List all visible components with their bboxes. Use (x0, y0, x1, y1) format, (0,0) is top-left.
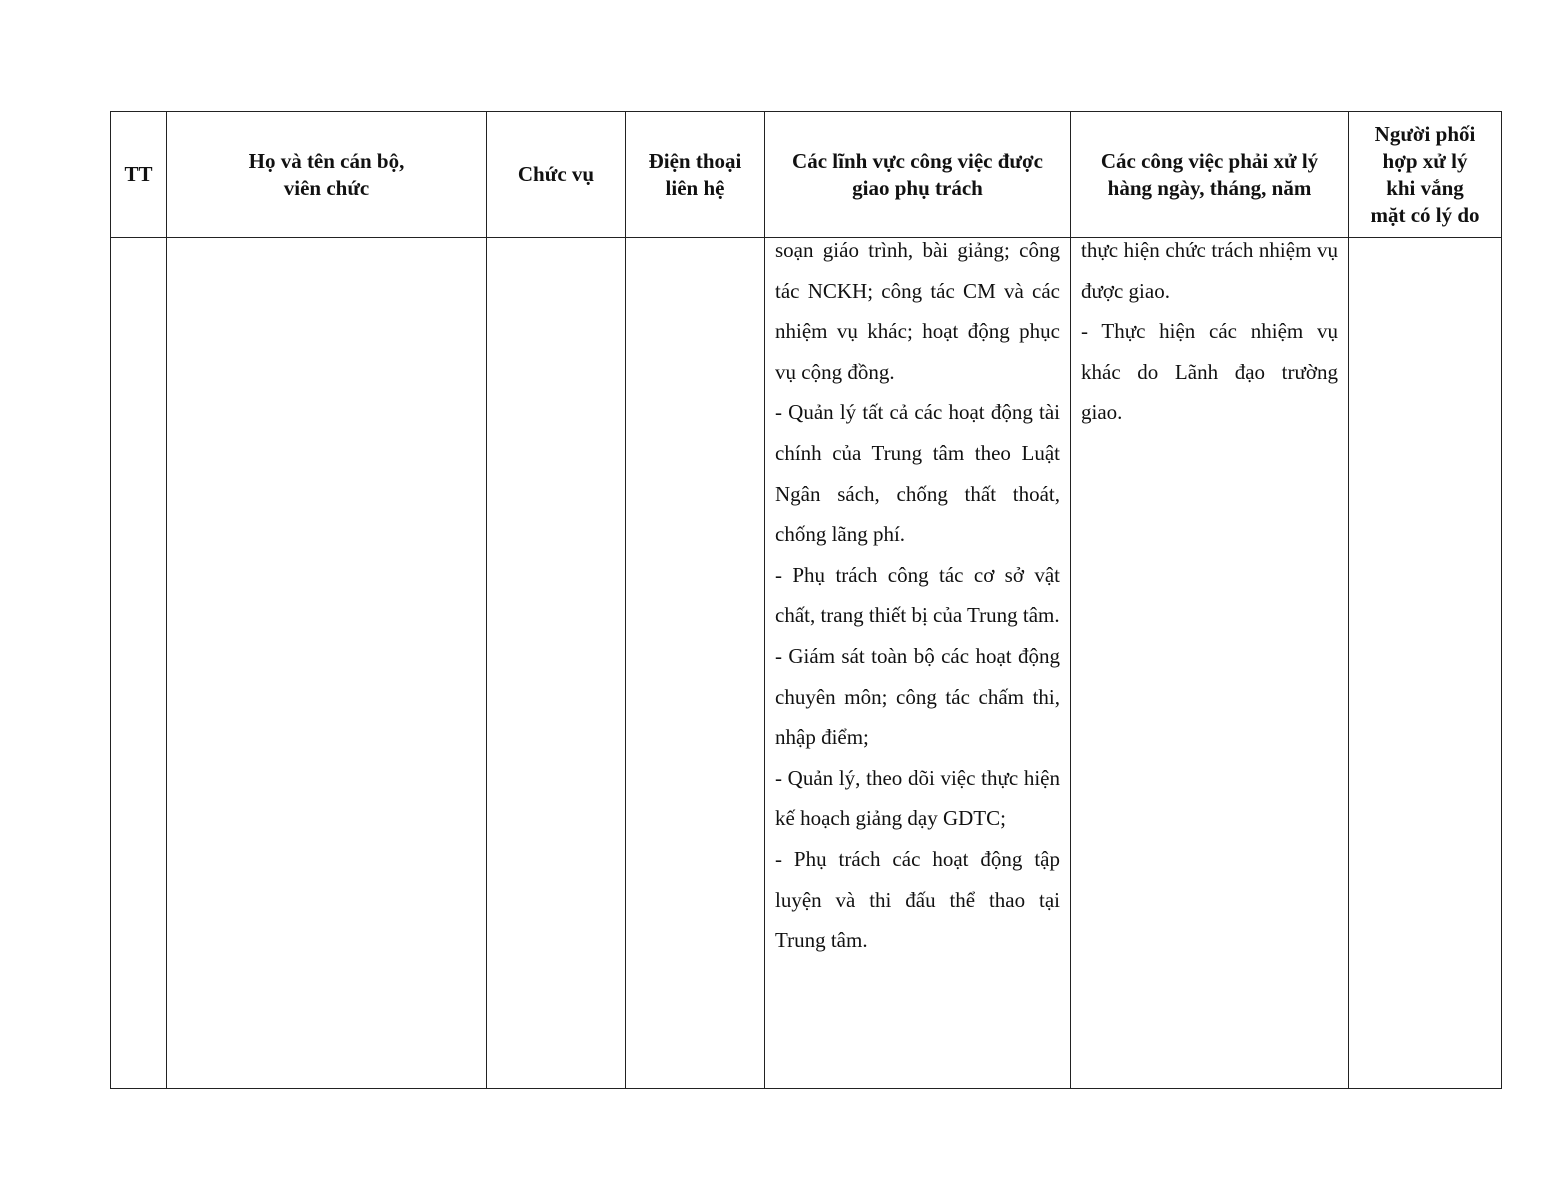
cell-position (487, 238, 626, 1089)
cell-phone (626, 238, 765, 1089)
tasks-paragraph: - Thực hiện các nhiệm vụ khác do Lãnh đạo trường giao. (1081, 319, 1338, 425)
cell-fields (765, 238, 1071, 1089)
header-tt: TT (111, 112, 167, 238)
fields-paragraph: - Phụ trách công tác cơ sở vật chất, trang thiết bị của Trung tâm. (775, 562, 1060, 628)
header-coordinator: Người phối hợp xử lý khi vắng mặt có lý do (1349, 112, 1502, 238)
cell-name (167, 238, 487, 1089)
fields-paragraph: soạn giáo trình, bài giảng; công tác NCKH; công tác CM và các nhiệm vụ khác; hoạt động phục vụ cộng đồng. (775, 238, 1060, 384)
fields-paragraph: - Quản lý, theo dõi việc thực hiện kế hoạch giảng dạy GDTC; (775, 765, 1060, 831)
fields-paragraph: - Quản lý tất cả các hoạt động tài chính của Trung tâm theo Luật Ngân sách, chống thất thoát, chống lãng phí. (775, 400, 1060, 547)
table-row (111, 238, 1502, 1089)
header-phone: Điện thoại liên hệ (626, 112, 765, 238)
header-name: Họ và tên cán bộ, viên chức (167, 112, 487, 238)
header-row (111, 112, 1502, 238)
cell-tt (111, 238, 167, 1089)
tasks-paragraph: thực hiện chức trách nhiệm vụ được giao. (1081, 238, 1338, 303)
cell-coordinator (1349, 238, 1502, 1089)
header-position: Chức vụ (487, 112, 626, 238)
cell-tasks (1071, 238, 1349, 1089)
fields-paragraph: - Giám sát toàn bộ các hoạt động chuyên môn; công tác chấm thi, nhập điểm; (775, 643, 1060, 750)
duty-assignment-table (110, 111, 1502, 1089)
header-fields: Các lĩnh vực công việc được giao phụ trách (765, 112, 1071, 238)
header-tasks: Các công việc phải xử lý hàng ngày, tháng, năm (1071, 112, 1349, 238)
fields-paragraph: - Phụ trách các hoạt động tập luyện và thi đấu thể thao tại Trung tâm. (775, 846, 1060, 953)
